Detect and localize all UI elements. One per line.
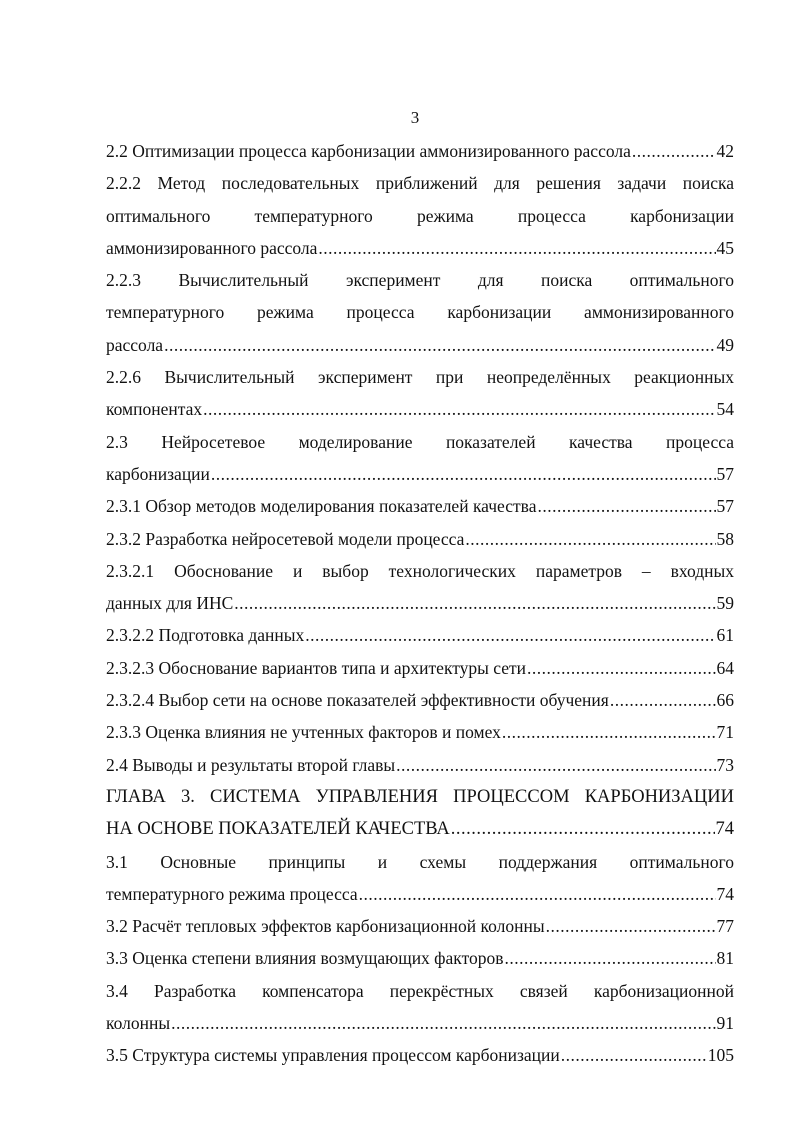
toc-entry-title: 2.3.2.3 Обоснование вариантов типа и архитектуры сети xyxy=(106,657,527,678)
toc-entry-title: 3.5 Структура системы управления процессом карбонизации xyxy=(106,1045,560,1066)
table-of-contents xyxy=(106,135,734,1072)
toc-entry-line: 2.3.2.1 Обоснование и выбор технологических параметров – входных xyxy=(106,560,734,581)
toc-entry-title: колонны xyxy=(106,1013,171,1034)
toc-entry[interactable] xyxy=(106,264,734,361)
toc-entry-line: оптимального температурного режима процесса карбонизации xyxy=(106,205,734,226)
toc-entry-title: данных для ИНС xyxy=(106,593,234,614)
toc-entry-line: 2.2.6 Вычислительный эксперимент при неопределённых реакционных xyxy=(106,367,734,388)
toc-entry-title: 2.3.2 Разработка нейросетевой модели процесса xyxy=(106,528,465,549)
toc-leader-dots xyxy=(396,749,715,781)
toc-entry-title: рассола xyxy=(106,334,164,355)
toc-entry[interactable] xyxy=(106,490,734,522)
toc-page-number: 58 xyxy=(716,528,734,549)
toc-entry-last-line xyxy=(106,523,734,555)
toc-leader-dots xyxy=(502,716,716,748)
toc-entry-last-line xyxy=(106,232,734,264)
toc-entry-title: 2.2 Оптимизации процесса карбонизации аммонизированного рассола xyxy=(106,141,631,161)
toc-entry[interactable] xyxy=(106,555,734,620)
toc-entry-title: 2.3.2.4 Выбор сети на основе показателей эффективности обучения xyxy=(106,690,609,711)
toc-leader-dots xyxy=(359,878,716,910)
toc-entry-last-line xyxy=(106,587,734,619)
toc-leader-dots xyxy=(203,393,715,425)
toc-page-number: 59 xyxy=(716,593,734,614)
toc-entry-line: ГЛАВА 3. СИСТЕМА УПРАВЛЕНИЯ ПРОЦЕССОМ КАРБОНИЗАЦИИ xyxy=(106,786,734,807)
toc-page-number: 49 xyxy=(716,334,734,355)
toc-leader-dots xyxy=(610,684,716,716)
toc-entry[interactable] xyxy=(106,652,734,684)
toc-entry[interactable] xyxy=(106,716,734,748)
toc-leader-dots xyxy=(505,942,716,974)
toc-entry-last-line xyxy=(106,684,734,716)
toc-page-number: 45 xyxy=(716,237,734,258)
toc-page-number: 66 xyxy=(716,690,734,711)
toc-entry-last-line xyxy=(106,813,734,845)
toc-page-number: 64 xyxy=(716,657,734,678)
toc-entry-line: 2.3 Нейросетевое моделирование показателей качества процесса xyxy=(106,431,734,452)
toc-entry-last-line xyxy=(106,878,734,910)
toc-entry-title: НА ОСНОВЕ ПОКАЗАТЕЛЕЙ КАЧЕСТВА xyxy=(106,819,450,840)
toc-leader-dots xyxy=(537,490,715,522)
toc-leader-dots xyxy=(211,458,716,490)
toc-entry-last-line xyxy=(106,1039,734,1071)
toc-entry-line: 2.2.2 Метод последовательных приближений для решения задачи поиска xyxy=(106,173,734,194)
toc-page-number: 74 xyxy=(716,883,734,904)
toc-page-number: 57 xyxy=(716,496,734,517)
toc-entry[interactable] xyxy=(106,135,734,167)
toc-page-number: 42 xyxy=(716,141,734,161)
toc-chapter-entry[interactable] xyxy=(106,781,734,846)
toc-leader-dots xyxy=(171,1007,715,1039)
toc-entry-title: температурного режима процесса xyxy=(106,883,358,904)
toc-page-number: 91 xyxy=(716,1013,734,1034)
toc-entry[interactable] xyxy=(106,619,734,651)
toc-entry-title: карбонизации xyxy=(106,463,210,484)
toc-entry-last-line xyxy=(106,652,734,684)
toc-entry-last-line xyxy=(106,135,734,167)
toc-entry[interactable] xyxy=(106,361,734,426)
toc-leader-dots xyxy=(632,135,716,167)
toc-entry-title: 2.4 Выводы и результаты второй главы xyxy=(106,754,396,775)
toc-entry-last-line xyxy=(106,393,734,425)
toc-entry-title: 3.3 Оценка степени влияния возмущающих факторов xyxy=(106,948,504,969)
toc-entry-last-line xyxy=(106,619,734,651)
page-number: 3 xyxy=(410,108,420,127)
toc-leader-dots xyxy=(451,813,715,845)
toc-entry-title: аммонизированного рассола xyxy=(106,237,318,258)
toc-page-number: 105 xyxy=(707,1045,734,1066)
toc-page-number: 74 xyxy=(715,819,734,840)
toc-entry-last-line xyxy=(106,458,734,490)
toc-page-number: 61 xyxy=(716,625,734,646)
toc-leader-dots xyxy=(561,1039,707,1071)
toc-leader-dots xyxy=(546,910,716,942)
toc-entry-title: 2.3.2.2 Подготовка данных xyxy=(106,625,305,646)
toc-entry[interactable] xyxy=(106,942,734,974)
toc-leader-dots xyxy=(527,652,715,684)
toc-entry[interactable] xyxy=(106,846,734,911)
toc-entry[interactable] xyxy=(106,523,734,555)
toc-entry[interactable] xyxy=(106,684,734,716)
toc-entry-line: 3.4 Разработка компенсатора перекрёстных связей карбонизационной xyxy=(106,980,734,1001)
toc-entry-last-line xyxy=(106,329,734,361)
toc-entry-title: 2.3.1 Обзор методов моделирования показателей качества xyxy=(106,496,537,517)
toc-page-number: 57 xyxy=(716,463,734,484)
toc-entry-last-line xyxy=(106,749,734,781)
toc-entry-title: 3.2 Расчёт тепловых эффектов карбонизационной колонны xyxy=(106,916,545,937)
toc-leader-dots xyxy=(164,329,715,361)
toc-entry[interactable] xyxy=(106,910,734,942)
toc-entry[interactable] xyxy=(106,975,734,1040)
toc-entry-last-line xyxy=(106,1007,734,1039)
toc-leader-dots xyxy=(234,587,715,619)
toc-entry[interactable] xyxy=(106,749,734,781)
toc-leader-dots xyxy=(305,619,715,651)
toc-page-number: 73 xyxy=(716,754,734,775)
toc-entry[interactable] xyxy=(106,167,734,264)
toc-leader-dots xyxy=(318,232,715,264)
toc-entry-line: 3.1 Основные принципы и схемы поддержания оптимального xyxy=(106,851,734,872)
toc-entry-last-line xyxy=(106,910,734,942)
toc-entry-last-line xyxy=(106,942,734,974)
toc-entry-line: 2.2.3 Вычислительный эксперимент для поиска оптимального xyxy=(106,270,734,291)
toc-entry-line: температурного режима процесса карбонизации аммонизированного xyxy=(106,302,734,323)
toc-entry[interactable] xyxy=(106,426,734,491)
toc-page-number: 54 xyxy=(716,399,734,420)
toc-entry-last-line xyxy=(106,490,734,522)
toc-entry[interactable] xyxy=(106,1039,734,1071)
toc-entry-last-line xyxy=(106,716,734,748)
toc-entry-title: 2.3.3 Оценка влияния не учтенных факторов и помех xyxy=(106,722,501,743)
toc-page-number: 77 xyxy=(716,916,734,937)
toc-page-number: 81 xyxy=(716,948,734,969)
toc-leader-dots xyxy=(465,523,715,555)
toc-entry-title: компонентах xyxy=(106,399,203,420)
toc-page-number: 71 xyxy=(716,722,734,743)
